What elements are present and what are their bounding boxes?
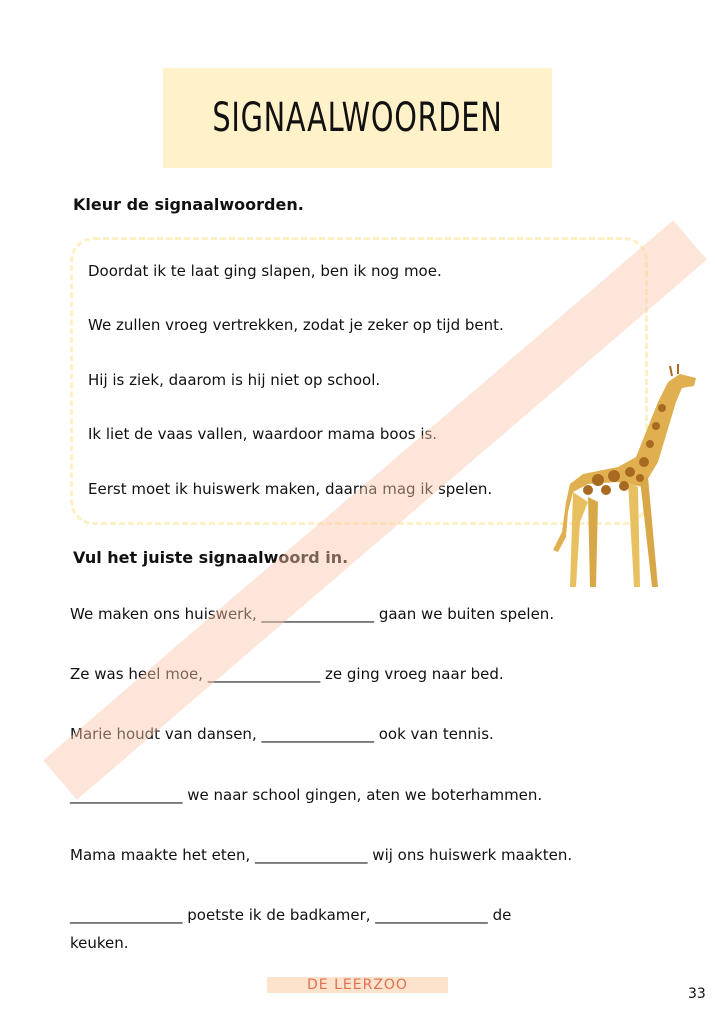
- sentence: Eerst moet ik huiswerk maken, daarna mag ik spelen.: [88, 480, 493, 498]
- fill-in-sentence: Mama maakte het eten, _______________ wij ons huiswerk maakten.: [70, 846, 573, 864]
- page-title: SIGNAALWOORDEN: [212, 95, 503, 141]
- fill-in-sentence: We maken ons huiswerk, _______________ gaan we buiten spelen.: [70, 605, 555, 623]
- fill-in-sentence: _______________ poetste ik de badkamer, _______________ de: [70, 906, 512, 924]
- fill-in-sentence: Marie houdt van dansen, _______________ ook van tennis.: [70, 725, 494, 743]
- fill-in-sentence: _______________ we naar school gingen, aten we boterhammen.: [70, 786, 543, 804]
- section1-heading: Kleur de signaalwoorden.: [73, 195, 304, 214]
- sentence: Ik liet de vaas vallen, waardoor mama boos is.: [88, 425, 438, 443]
- title-banner: [163, 68, 552, 168]
- footer-logo: DE LEERZOO: [267, 977, 448, 993]
- sentence: Doordat ik te laat ging slapen, ben ik nog moe.: [88, 262, 442, 280]
- sentence: Hij is ziek, daarom is hij niet op school.: [88, 371, 381, 389]
- fill-in-sentence: Ze was heel moe, _______________ ze ging vroeg naar bed.: [70, 665, 504, 683]
- fill-in-sentence-continued: keuken.: [70, 934, 129, 952]
- section2-heading: Vul het juiste signaalwoord in.: [73, 548, 349, 567]
- page-number: 33: [688, 986, 706, 1002]
- giraffe-illustration: [548, 362, 698, 590]
- sentence: We zullen vroeg vertrekken, zodat je zeker op tijd bent.: [88, 316, 504, 334]
